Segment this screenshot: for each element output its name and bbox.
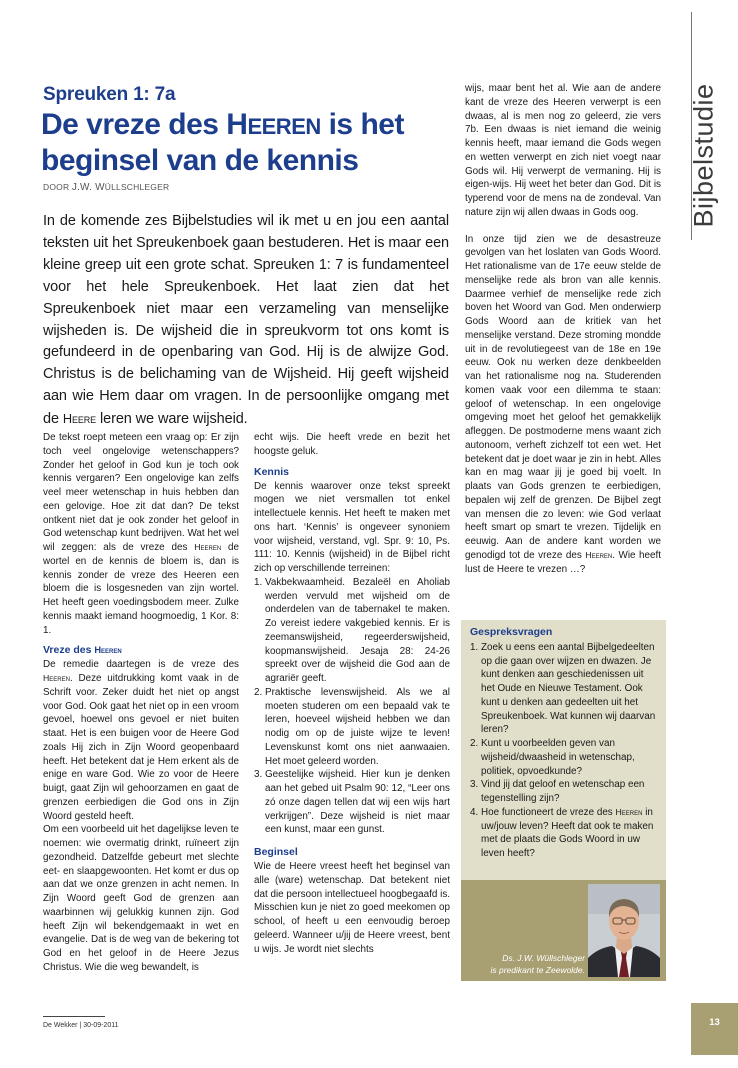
subheading-beginsel: Beginsel: [254, 846, 298, 858]
text-span: In onze tijd zien we de desastreuze gevolgen van het loslaten van Gods Woord. Het rationalisme van de 17e eeuw stelde de menselijke rede als bron van alle kennis. Daarmee verhief de menselijke rede zich boven het Woord van God. Men onderwierp Gods Woord aan de kritiek van het menselijke verstand. Deze stroming mondde uit in de revolutiegeest van de 18e en 19e eeuw. Ook nu werken deze denkbeelden van het rationalisme nog na. Studerenden komen vaak voor een dilemma te staan: geloof of wetenschap. In een ongelovige omgeving moet het geloof het gemakkelijk afleggen. De postmoderne mens waant zich autonoom, verheft zichzelf tot een wet. Het betekent dat je doet waar je zin in hebt. Alles kan en mag waar jij je goed bij voelt. In plaats van Gods grenzen te eerbiedigen, bepalen wij zelf de grenzen. De Bijbel zegt van mensen die zo leven: wie God verlaat heeft smart op smart te vrezen. Tijdelijk en eeuwig. Aan de andere kant worden we genodigd tot de vreze des: [465, 233, 661, 561]
heeren-smallcaps: Heeren: [615, 806, 643, 817]
page-number: 13: [709, 1017, 720, 1028]
question-text: Zoek u eens een aantal Bijbelgedeelten op die gaan over wijzen en dwazen. Je kunt denken aan geschiedenissen uit het Oude en Nieuwe Testament. Ook kunt u denken aan gedeelten uit het Spreukenboek. Wat kunnen wij daarvan leren?: [481, 641, 656, 736]
footer-publication: De Wekker | 30-09-2011: [43, 1022, 119, 1029]
body-paragraph: De kennis waarover onze tekst spreekt mogen we niet versmallen tot enkel intellectuele kennis. Het heeft te maken met ons hart. ‘Kennis’ is ongeveer synoniem voor wijsheid, verstand, vgl. Spr. 9: 10, Ps. 111: 10. Kennis (wijsheid) in de Bijbel richt zich op verschillende terreinen:: [254, 480, 450, 574]
column-1: [43, 431, 239, 975]
questions-heading: Gespreksvragen: [470, 626, 553, 638]
subheading-vreze: [43, 644, 239, 657]
questions-list: [470, 641, 658, 861]
discussion-questions: [470, 626, 658, 861]
page-number-box: [691, 1003, 738, 1055]
text-span: De tekst roept meteen een vraag op: Er zijn toch veel ongelovige wetenschappers? Zonder het geloof in God kun je toch ook kennis vergaren? Een ongelovige kan zelfs veel meer wetenschap in huis hebben dan een gelovige. Hoe zit dat dan? De tekst ontkent niet dat je ook zonder het geloof in God wetenschap kunt bedrijven. Wat het wel wil zeggen: als de vreze des: [43, 432, 239, 553]
byline-prefix: DOOR: [43, 182, 70, 192]
author-photo: [588, 884, 660, 977]
question-number: 3.: [470, 779, 479, 791]
text-span: de wortel en de kennis de bloem is, dan is kennis zonder de vreze des Heeren een bloem die is losgesneden van zijn wortel. Het heeft geen voedingsbodem meer. Zulke kennis maakt iemand hoogmoedig, 1 Kor. 8: 1.: [43, 542, 239, 636]
body-paragraph: [43, 431, 239, 637]
section-tab: [674, 62, 734, 248]
intro-paragraph: [43, 211, 449, 431]
byline: [43, 182, 169, 193]
author-caption: [467, 953, 585, 976]
list-item: [254, 768, 450, 837]
list-text: Vakbekwaamheid. Bezaleël en Aholiab werden vervuld met wijsheid om de onderdelen van de tabernakel te maken. Zo vereist iedere vakgebied kennis. Er is zeemanswijsheid, regeerderswijsheid, koopmanswijsheid. Jesaja 28: 24-26 spreekt over de wijsheid die God aan de agrariër geeft.: [265, 576, 450, 684]
subheading-kennis: Kennis: [254, 465, 290, 478]
title-heeren-rest: EEREN: [247, 114, 321, 139]
question-item: [470, 641, 658, 737]
heeren-smallcaps: Heeren: [585, 549, 613, 560]
text-span: . Deze uitdrukking komt vaak in de Schrift voor. Zeker duidt het niet op angst voor God. Ook gaat het niet op in een vroom gevoel, hoewel ons gevoel er niet buiten staat. Het is een buigen voor de Heere God zoals Hij zich in Zijn Woord geopenbaard heeft. Het betekent dat je Hem erkent als de enige en ware God. Wie zo voor de Heere buigt, gaat Zijn wil gehoorzamen en gaat de grenzen eerbiedigen die God ons in Zijn Woord gesteld heeft.: [43, 673, 239, 822]
heeren-smallcaps: Heeren: [194, 542, 222, 552]
title-part-2: is het beginsel van de kennis: [41, 108, 404, 177]
bible-reference: Spreuken 1: 7a: [43, 84, 176, 105]
list-text: Praktische levenswijsheid. Als we al moeten studeren om een bepaald vak te leren, hoeveel wijsheid hebben we dan nodig om op de juiste wijze te leven! Levenskunst komt ons niet aanwaaien. Het moet geleerd worden.: [265, 686, 450, 767]
body-paragraph: echt wijs. Die heeft vrede en bezit het hoogste geluk.: [254, 432, 450, 457]
column-3: [465, 82, 661, 576]
body-paragraph: Om een voorbeeld uit het dagelijkse leven te noemen: wie overmatig drinkt, ruïneert zijn gezondheid. Datzelfde gebeurt met slechte eet- en slaapgewoonten. Het komt er dus op aan dat we onze grenzen in acht nemen. In Zijn Woord geeft God de grenzen aan waarbinnen wij gelukkig kunnen zijn. God heeft Zijn wil bekendgemaakt in wet en evangelie. Dat is de weg van de bekering tot God en het geloof in de Heere Jezus Christus. Wie die weg bewandelt, is: [43, 824, 239, 973]
list-number: 1.: [254, 576, 263, 588]
list-number: 3.: [254, 769, 263, 781]
intro-text: In de komende zes Bijbelstudies wil ik met u en jou een aantal teksten uit het Spreukenboek gaan bestuderen. Het is maar een kleine greep uit een grote schat. Spreuken 1: 7 is fundamenteel voor het hele Spreukenboek. Het laat zien dat het Spreukenboek niet maar een verzameling van menselijke wijsheden is. De wijsheid die in spreukvorm tot ons komt is gefundeerd in de openbaring van God. Hij is de alwijze God. Christus is de belichaming van de Wijsheid. Hij geeft wijsheid aan wie Hem daar om vragen. In de persoonlijke omgang met de: [43, 213, 449, 428]
question-number: 2.: [470, 738, 479, 749]
body-paragraph: [43, 658, 239, 823]
question-text: Vind jij dat geloof en wetenschap een tegenstelling zijn?: [481, 779, 645, 804]
title-heeren-cap: H: [226, 108, 248, 141]
footer-rule: [43, 1016, 105, 1017]
question-item: [470, 737, 658, 778]
intro-text-end: leren we ware wijsheid.: [96, 411, 248, 428]
byline-name: J.W. W: [71, 182, 105, 193]
question-text: in uw/jouw leven? Heeft dat ook te maken met de plaats die Gods Woord in uw leven heeft?: [481, 806, 654, 859]
body-paragraph: wijs, maar bent het al. Wie aan de andere kant de vreze des Heeren verwerpt is een dwaas, al is men nog zo geleerd, zie vers 7b. Een dwaas is niet iemand die weinig kennis heeft, maar iemand die Gods wegen en wetten verwerpt en zich niet voegt naar Gods wil. Hij verwerpt de vermaning. Hij is eigen-wijs. Hij weet het beter dan God. Dit is typerend voor de mens na de zondeval. Van nature zijn wij allen dwaas in Gods oog.: [465, 83, 661, 218]
knowledge-list: [254, 576, 450, 837]
title-part-1: De vreze des: [41, 108, 227, 141]
caption-name: Ds. J.W. Wüllschleger: [502, 953, 585, 963]
question-text: Hoe functioneert de vreze des: [481, 806, 616, 818]
question-text: Kunt u voorbeelden geven van wijsheid/dwaasheid in wetenschap, politiek, opvoedkunde?: [481, 738, 635, 777]
article-title: [41, 108, 461, 178]
heeren-smallcaps: Heeren: [94, 645, 122, 656]
section-tab-label: Bijbelstudie: [688, 82, 719, 228]
column-2: [254, 431, 450, 956]
list-item: [254, 576, 450, 686]
list-text: Geestelijke wijsheid. Hier kun je denken aan het gebed uit Psalm 90: 12, “Leer ons zó onze dagen tellen dat wij een wijs hart verkrijgen”. Deze wijsheid is niet maar een kunst, maar een gunst.: [265, 769, 450, 836]
question-number: 1.: [470, 641, 479, 653]
question-number: 4.: [470, 806, 479, 818]
text-span: De remedie daartegen is de vreze des: [43, 659, 239, 671]
body-paragraph: Wie de Heere vreest heeft het beginsel van alle (ware) wetenschap. Dat betekent niet dat die persoon intellectueel hoogbegaafd is. Misschien kun je niet zo goed meekomen op school, of heeft u een eenvoudig beroep geleerd. Wanneer u/jij de Heere vreest, bent u wijs. Je wordt niet slechts: [254, 861, 451, 955]
question-item: [470, 806, 658, 861]
heeren-smallcaps: Heeren: [43, 673, 70, 683]
byline-name-rest: ÜLLSCHLEGER: [104, 182, 170, 192]
subheading-text: Vreze des: [43, 644, 95, 657]
intro-heere: Heere: [62, 411, 97, 427]
list-item: [254, 686, 450, 769]
list-number: 2.: [254, 686, 263, 698]
text-span: . Wie heeft lust de Heere te vrezen …?: [465, 549, 662, 575]
caption-role: is predikant te Zeewolde.: [490, 964, 585, 975]
question-item: [470, 778, 658, 806]
body-paragraph: [465, 233, 661, 577]
author-portrait-illustration: [588, 884, 660, 977]
